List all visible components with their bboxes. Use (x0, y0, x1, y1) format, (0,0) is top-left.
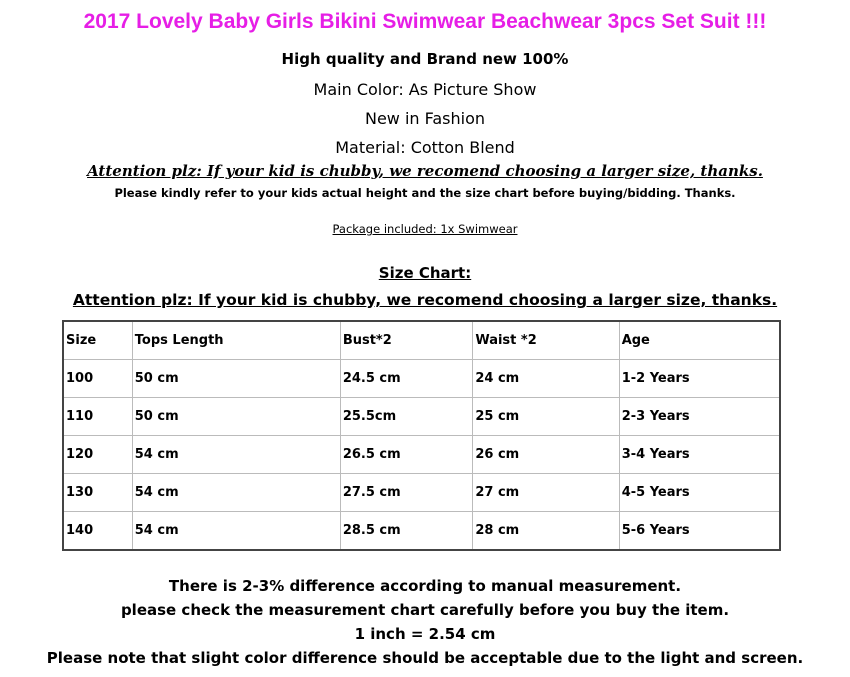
table-row (63, 360, 780, 398)
cell-age: 4-5 Years (619, 474, 780, 512)
cell-bust: 28.5 cm (340, 512, 473, 551)
size-chart-heading: Size Chart: (378, 264, 472, 282)
header-age: Age (619, 321, 780, 360)
size-chart-attention: Attention plz: If your kid is chubby, we recomend choosing a larger size, thanks. (72, 291, 778, 309)
feature-material: Material: Cotton Blend (335, 138, 515, 157)
cell-bust: 24.5 cm (340, 360, 473, 398)
cell-waist: 26 cm (473, 436, 619, 474)
feature-color: Main Color: As Picture Show (313, 80, 537, 99)
package-note: Package included: 1x Swimwear (332, 222, 518, 236)
cell-waist: 27 cm (473, 474, 619, 512)
refer-note: Please kindly refer to your kids actual height and the size chart before buying/bidding. Thanks. (114, 186, 736, 200)
footer-inch: 1 inch = 2.54 cm (354, 625, 496, 643)
header-size: Size (63, 321, 132, 360)
cell-age: 1-2 Years (619, 360, 780, 398)
header-bust: Bust*2 (340, 321, 473, 360)
header-tops-length: Tops Length (132, 321, 340, 360)
cell-size: 110 (63, 398, 132, 436)
cell-age: 5-6 Years (619, 512, 780, 551)
cell-waist: 25 cm (473, 398, 619, 436)
table-row (63, 512, 780, 551)
feature-fashion: New in Fashion (364, 109, 486, 128)
cell-tops-length: 50 cm (132, 398, 340, 436)
cell-waist: 24 cm (473, 360, 619, 398)
cell-tops-length: 54 cm (132, 436, 340, 474)
table-row (63, 436, 780, 474)
cell-size: 120 (63, 436, 132, 474)
attention-note: Attention plz: If your kid is chubby, we recomend choosing a larger size, thanks. (87, 162, 763, 180)
cell-tops-length: 54 cm (132, 512, 340, 551)
page-title: 2017 Lovely Baby Girls Bikini Swimwear Beachwear 3pcs Set Suit !!! (83, 10, 767, 33)
footer-color-note: Please note that slight color difference should be acceptable due to the light and screen. (46, 649, 804, 667)
footer-difference: There is 2-3% difference according to manual measurement. (168, 577, 682, 595)
cell-age: 3-4 Years (619, 436, 780, 474)
cell-tops-length: 50 cm (132, 360, 340, 398)
table-row (63, 474, 780, 512)
table-header-row (63, 321, 780, 360)
cell-bust: 27.5 cm (340, 474, 473, 512)
cell-age: 2-3 Years (619, 398, 780, 436)
cell-bust: 25.5cm (340, 398, 473, 436)
cell-bust: 26.5 cm (340, 436, 473, 474)
cell-size: 130 (63, 474, 132, 512)
table-row (63, 398, 780, 436)
header-waist: Waist *2 (473, 321, 619, 360)
cell-size: 140 (63, 512, 132, 551)
cell-size: 100 (63, 360, 132, 398)
footer-check: please check the measurement chart carefully before you buy the item. (120, 601, 730, 619)
size-chart-table (62, 320, 781, 551)
cell-waist: 28 cm (473, 512, 619, 551)
feature-quality: High quality and Brand new 100% (281, 50, 569, 68)
cell-tops-length: 54 cm (132, 474, 340, 512)
